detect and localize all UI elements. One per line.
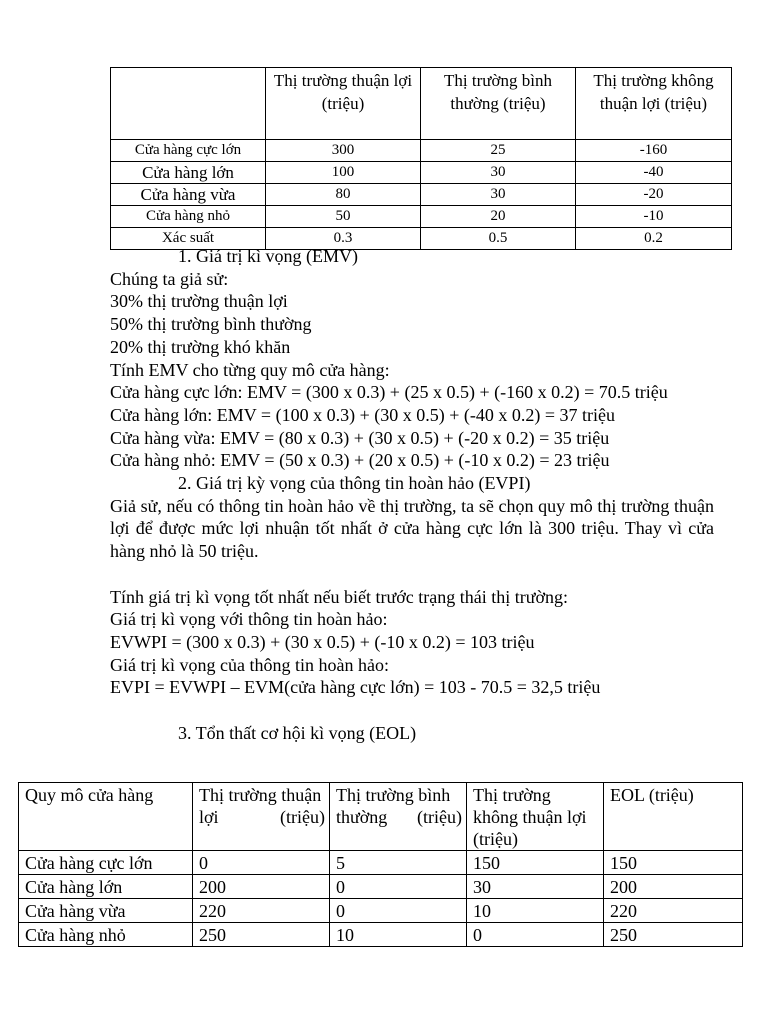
document-body <box>110 245 714 744</box>
table-cell: 0.5 <box>421 228 576 250</box>
table-cell: 30 <box>421 184 576 206</box>
table-row <box>111 206 732 228</box>
blank-line <box>110 563 714 586</box>
row-label: Cửa hàng cực lớn <box>111 140 266 162</box>
evpi-paragraph: Giả sử, nếu có thông tin hoàn hảo về thị trường, ta sẽ chọn quy mô thị trường thuận lợi để được mức lợi nhuận tốt nhất ở cửa hàng cực lớn là 300 triệu. Thay vì cửa hàng nhỏ là 50 triệu. <box>110 495 714 562</box>
emv-line-extra-large: Cửa hàng cực lớn: EMV = (300 x 0.3) + (25 x 0.5) + (-160 x 0.2) = 70.5 triệu <box>110 382 668 403</box>
table-cell: 100 <box>266 162 421 184</box>
header-cell-normal: Thị trường bình thường (triệu) <box>421 68 576 140</box>
table-cell: 25 <box>421 140 576 162</box>
evwpi-line: EVWPI = (300 x 0.3) + (30 x 0.5) + (-10 x 0.2) = 103 triệu <box>110 631 535 652</box>
table-cell: 10 <box>467 899 604 923</box>
table-cell: 150 <box>604 851 743 875</box>
emv-line-medium: Cửa hàng vừa: EMV = (80 x 0.3) + (30 x 0.5) + (-20 x 0.2) = 35 triệu <box>110 427 610 448</box>
table-cell: 220 <box>193 899 330 923</box>
header-cell-eol: EOL (triệu) <box>604 783 743 851</box>
table-cell: -40 <box>576 162 732 184</box>
evpi-line: EVPI = EVWPI – EVM(cửa hàng cực lớn) = 103 - 70.5 = 32,5 triệu <box>110 677 601 698</box>
text-line: Giá trị kì vọng của thông tin hoàn hảo: <box>110 654 389 675</box>
eol-table-header-row <box>19 783 743 851</box>
table-cell: 0 <box>330 899 467 923</box>
header-cell-empty <box>111 68 266 140</box>
table-cell: 10 <box>330 923 467 947</box>
header-cell-unfavorable: Thị trường không thuận lợi (triệu) <box>576 68 732 140</box>
eol-table <box>18 782 743 947</box>
table-cell: 20 <box>421 206 576 228</box>
header-cell-favorable: Thị trường thuận lợi (triệu) <box>193 783 330 851</box>
table-cell: -160 <box>576 140 732 162</box>
row-label: Xác suất <box>111 228 266 250</box>
section-1-heading: 1. Giá trị kì vọng (EMV) <box>178 246 358 266</box>
text-line: 20% thị trường khó khăn <box>110 336 291 357</box>
row-label: Cửa hàng vừa <box>111 184 266 206</box>
text-line: Giá trị kì vọng với thông tin hoàn hảo: <box>110 609 388 630</box>
table-cell: 30 <box>467 875 604 899</box>
table-cell: 220 <box>604 899 743 923</box>
text-line: Tính EMV cho từng quy mô cửa hàng: <box>110 359 390 380</box>
row-label: Cửa hàng vừa <box>19 899 193 923</box>
table-row <box>111 162 732 184</box>
table-cell: 200 <box>193 875 330 899</box>
table-row <box>19 899 743 923</box>
table-cell: -10 <box>576 206 732 228</box>
text-line: 30% thị trường thuận lợi <box>110 291 288 312</box>
table-row <box>19 851 743 875</box>
text-line: Chúng ta giả sử: <box>110 268 229 289</box>
table-cell: -20 <box>576 184 732 206</box>
row-label: Cửa hàng nhỏ <box>19 923 193 947</box>
table-cell: 30 <box>421 162 576 184</box>
table-cell: 200 <box>604 875 743 899</box>
text-line: 50% thị trường bình thường <box>110 314 312 335</box>
row-label: Cửa hàng nhỏ <box>111 206 266 228</box>
table-cell: 250 <box>193 923 330 947</box>
table-cell: 0 <box>193 851 330 875</box>
table-cell: 150 <box>467 851 604 875</box>
table-cell: 0 <box>330 875 467 899</box>
row-label: Cửa hàng lớn <box>111 162 266 184</box>
emv-line-small: Cửa hàng nhỏ: EMV = (50 x 0.3) + (20 x 0.5) + (-10 x 0.2) = 23 triệu <box>110 450 610 471</box>
table-cell: 0.3 <box>266 228 421 250</box>
table-row <box>19 923 743 947</box>
payoff-table <box>110 67 732 250</box>
header-cell-normal: Thị trường bình thường (triệu) <box>330 783 467 851</box>
text-line: Tính giá trị kì vọng tốt nhất nếu biết trước trạng thái thị trường: <box>110 586 568 607</box>
table-cell: 0.2 <box>576 228 732 250</box>
section-2-heading: 2. Giá trị kỳ vọng của thông tin hoàn hảo (EVPI) <box>178 473 531 494</box>
table-cell: 5 <box>330 851 467 875</box>
row-label: Cửa hàng lớn <box>19 875 193 899</box>
table-row <box>111 140 732 162</box>
table-row <box>19 875 743 899</box>
table-cell: 250 <box>604 923 743 947</box>
table-cell: 80 <box>266 184 421 206</box>
blank-line <box>110 699 714 722</box>
row-label: Cửa hàng cực lớn <box>19 851 193 875</box>
header-cell-unfavorable: Thị trường không thuận lợi (triệu) <box>467 783 604 851</box>
table-cell: 0 <box>467 923 604 947</box>
table-cell: 300 <box>266 140 421 162</box>
emv-line-large: Cửa hàng lớn: EMV = (100 x 0.3) + (30 x 0.5) + (-40 x 0.2) = 37 triệu <box>110 404 615 425</box>
header-cell-favorable: Thị trường thuận lợi (triệu) <box>266 68 421 140</box>
section-3-heading: 3. Tổn thất cơ hội kì vọng (EOL) <box>178 722 417 743</box>
header-cell-size: Quy mô cửa hàng <box>19 783 193 851</box>
table-cell: 50 <box>266 206 421 228</box>
table-row <box>111 184 732 206</box>
payoff-table-header-row <box>111 68 732 140</box>
